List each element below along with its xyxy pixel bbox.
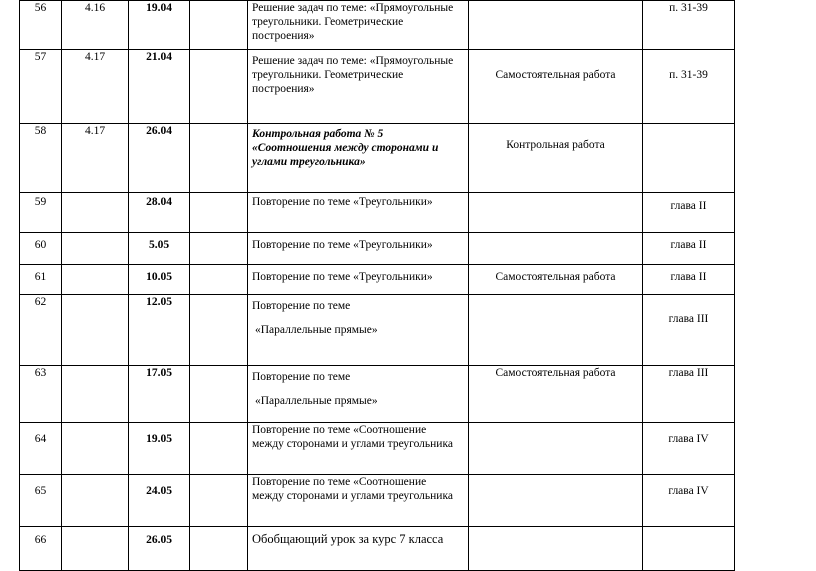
lesson-week xyxy=(62,295,129,366)
textbook-reference: глава III xyxy=(643,295,735,366)
control-form xyxy=(469,1,643,50)
topic-line: Повторение по теме «Треугольники» xyxy=(252,271,433,283)
table-row xyxy=(20,423,735,475)
topic-line: построения» xyxy=(252,83,315,95)
lesson-topic xyxy=(248,233,469,265)
table-row xyxy=(20,527,735,571)
empty-cell xyxy=(190,366,248,423)
lesson-topic xyxy=(248,423,469,475)
control-form: Самостоятельная работа xyxy=(469,366,643,423)
lesson-week: 4.17 xyxy=(62,50,129,124)
empty-cell xyxy=(190,50,248,124)
textbook-reference: п. 31-39 xyxy=(643,50,735,124)
control-form xyxy=(469,475,643,527)
textbook-reference: глава II xyxy=(643,193,735,233)
topic-line: Повторение по теме «Треугольники» xyxy=(252,239,433,251)
topic-line: между сторонами и углами треугольника xyxy=(252,438,453,450)
lesson-plan-table xyxy=(19,0,735,571)
empty-cell xyxy=(190,423,248,475)
textbook-reference xyxy=(643,124,735,193)
table-row xyxy=(20,366,735,423)
topic-line: «Соотношения между сторонами и xyxy=(252,142,439,154)
empty-cell xyxy=(190,193,248,233)
empty-cell xyxy=(190,1,248,50)
topic-line: Повторение по теме «Соотношение xyxy=(252,476,427,488)
textbook-reference: глава IV xyxy=(643,475,735,527)
lesson-number: 66 xyxy=(20,527,62,571)
topic-line: Обобщающий урок за курс 7 класса xyxy=(252,532,444,546)
topic-line: треугольники. Геометрические xyxy=(252,69,404,81)
lesson-date: 10.05 xyxy=(129,265,190,295)
table-row xyxy=(20,124,735,193)
lesson-number: 57 xyxy=(20,50,62,124)
empty-cell xyxy=(190,233,248,265)
empty-cell xyxy=(190,295,248,366)
lesson-date: 5.05 xyxy=(129,233,190,265)
topic-line: построения» xyxy=(252,30,315,42)
empty-cell xyxy=(190,265,248,295)
lesson-number: 61 xyxy=(20,265,62,295)
lesson-topic xyxy=(248,265,469,295)
control-form: Контрольная работа xyxy=(469,124,643,193)
lesson-date: 19.04 xyxy=(129,1,190,50)
control-form: Самостоятельная работа xyxy=(469,50,643,124)
lesson-date: 17.05 xyxy=(129,366,190,423)
control-form xyxy=(469,295,643,366)
lesson-number: 56 xyxy=(20,1,62,50)
table-row xyxy=(20,265,735,295)
lesson-topic xyxy=(248,193,469,233)
topic-line: Решение задач по теме: «Прямоугольные xyxy=(252,55,454,67)
textbook-reference xyxy=(643,527,735,571)
control-form xyxy=(469,193,643,233)
lesson-week xyxy=(62,366,129,423)
lesson-week xyxy=(62,193,129,233)
topic-line: Решение задач по теме: «Прямоугольные xyxy=(252,2,454,14)
lesson-date: 19.05 xyxy=(129,423,190,475)
lesson-topic xyxy=(248,475,469,527)
topic-line: «Параллельные прямые» xyxy=(255,324,378,336)
lesson-date: 28.04 xyxy=(129,193,190,233)
lesson-week xyxy=(62,423,129,475)
lesson-number: 63 xyxy=(20,366,62,423)
lesson-date: 24.05 xyxy=(129,475,190,527)
lesson-week: 4.16 xyxy=(62,1,129,50)
lesson-week xyxy=(62,265,129,295)
lesson-topic xyxy=(248,1,469,50)
topic-line: «Параллельные прямые» xyxy=(255,395,378,407)
table-row xyxy=(20,50,735,124)
lesson-topic xyxy=(248,124,469,193)
control-form xyxy=(469,233,643,265)
lesson-topic xyxy=(248,295,469,366)
table-row xyxy=(20,295,735,366)
textbook-reference: п. 31-39 xyxy=(643,1,735,50)
topic-line: Контрольная работа № 5 xyxy=(252,128,384,140)
lesson-number: 59 xyxy=(20,193,62,233)
topic-line: Повторение по теме xyxy=(252,371,351,383)
table-row xyxy=(20,233,735,265)
topic-line: Повторение по теме xyxy=(252,300,351,312)
topic-line: углами треугольника» xyxy=(252,156,366,168)
table-row xyxy=(20,1,735,50)
lesson-number: 58 xyxy=(20,124,62,193)
lesson-number: 65 xyxy=(20,475,62,527)
empty-cell xyxy=(190,527,248,571)
empty-cell xyxy=(190,475,248,527)
lesson-week xyxy=(62,233,129,265)
control-form: Самостоятельная работа xyxy=(469,265,643,295)
textbook-reference: глава III xyxy=(643,366,735,423)
lesson-date: 21.04 xyxy=(129,50,190,124)
lesson-week xyxy=(62,527,129,571)
topic-line: Повторение по теме «Треугольники» xyxy=(252,196,433,208)
lesson-number: 62 xyxy=(20,295,62,366)
lesson-week: 4.17 xyxy=(62,124,129,193)
topic-line: Повторение по теме «Соотношение xyxy=(252,424,427,436)
lesson-date: 26.04 xyxy=(129,124,190,193)
lesson-date: 12.05 xyxy=(129,295,190,366)
control-form xyxy=(469,527,643,571)
lesson-topic xyxy=(248,50,469,124)
lesson-topic xyxy=(248,527,469,571)
lesson-week xyxy=(62,475,129,527)
lesson-number: 64 xyxy=(20,423,62,475)
table-row xyxy=(20,193,735,233)
textbook-reference: глава II xyxy=(643,265,735,295)
control-form xyxy=(469,423,643,475)
topic-line: между сторонами и углами треугольника xyxy=(252,490,453,502)
topic-line: треугольники. Геометрические xyxy=(252,16,404,28)
lesson-date: 26.05 xyxy=(129,527,190,571)
lesson-number: 60 xyxy=(20,233,62,265)
lesson-topic xyxy=(248,366,469,423)
empty-cell xyxy=(190,124,248,193)
textbook-reference: глава II xyxy=(643,233,735,265)
table-row xyxy=(20,475,735,527)
textbook-reference: глава IV xyxy=(643,423,735,475)
